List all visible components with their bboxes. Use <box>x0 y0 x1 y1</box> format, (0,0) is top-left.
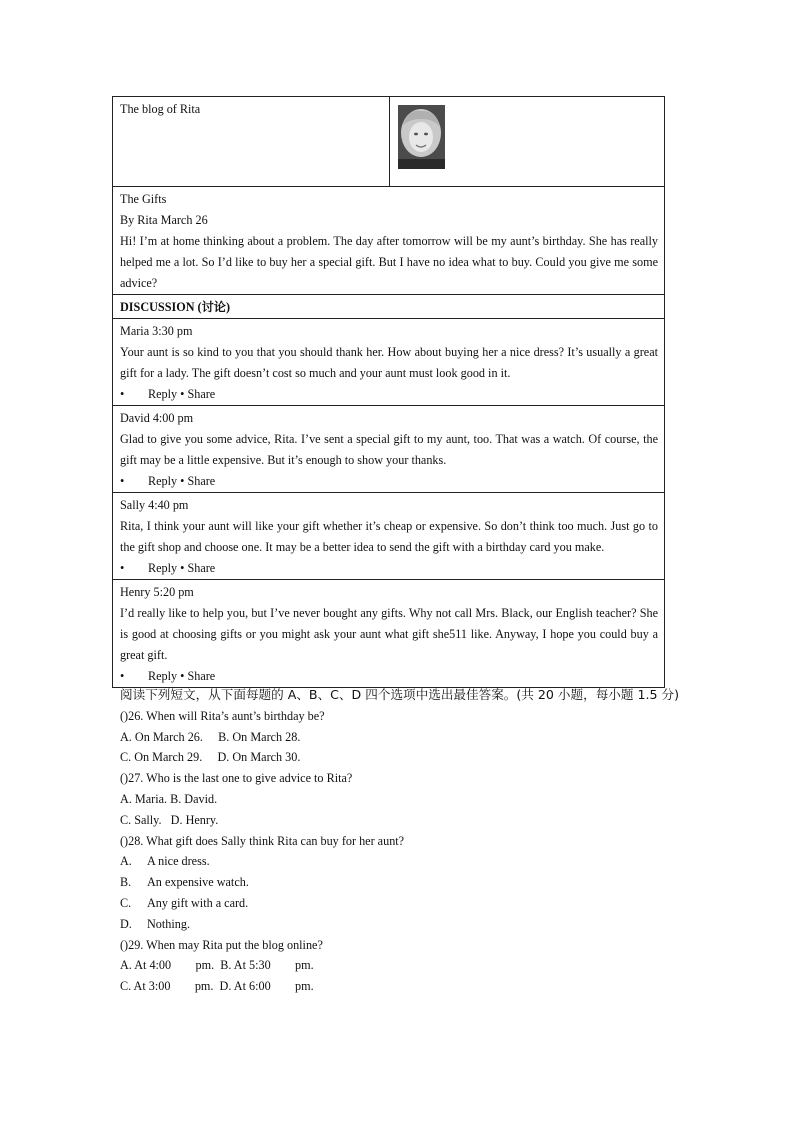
bullet: • <box>120 474 125 488</box>
option-letter: C. <box>120 895 132 910</box>
question-section <box>120 685 680 997</box>
option-line: A. On March 26. B. On March 28. <box>120 729 301 744</box>
reply-share-link[interactable]: Reply • Share <box>148 387 216 401</box>
post-byline: By Rita March 26 <box>120 213 208 227</box>
option-line <box>120 893 680 914</box>
comment-david <box>113 406 665 493</box>
blog-title-cell <box>113 97 390 187</box>
comment-text: I’d really like to help you, but I’ve never bought any gifts. Why not call Mrs. Black, our English teacher? She is good at choosing gifts or you might ask your aunt what gift she511 like. Anyway, I hope you could buy a great gift. <box>120 606 658 662</box>
comment-text: Your aunt is so kind to you that you should thank her. How about buying her a nice dress? It’s usually a great gift for a lady. The gift doesn’t cost so much and your aunt must look good in it. <box>120 345 658 380</box>
blog-photo-cell <box>390 97 665 187</box>
comment-author: Henry 5:20 pm <box>120 585 194 599</box>
comment-author: Sally 4:40 pm <box>120 498 189 512</box>
bullet: • <box>120 669 125 683</box>
comment-text: Rita, I think your aunt will like your gift whether it’s cheap or expensive. So don’t think too much. Just go to the gift shop and choose one. It may be a better idea to send the gift with a birthday card you make. <box>120 519 658 554</box>
option-letter: A. <box>120 854 132 869</box>
comment-actions <box>120 471 658 492</box>
post-cell <box>113 187 665 295</box>
option-text: An expensive watch. <box>147 875 249 890</box>
option-line <box>120 872 680 893</box>
comment-actions <box>120 666 658 687</box>
bullet: • <box>120 387 125 401</box>
comment-author: Maria 3:30 pm <box>120 324 193 338</box>
option-line <box>120 914 680 935</box>
comment-author: David 4:00 pm <box>120 411 194 425</box>
reply-share-link[interactable]: Reply • Share <box>148 669 216 683</box>
option-line <box>120 851 680 872</box>
question-stem: ()29. When may Rita put the blog online? <box>120 937 323 952</box>
comment-henry <box>113 580 665 688</box>
option-text: Any gift with a card. <box>147 895 249 910</box>
option-line: C. At 3:00 pm. D. At 6:00 pm. <box>120 979 314 994</box>
comment-actions <box>120 384 658 405</box>
comment-sally <box>113 493 665 580</box>
comment-maria <box>113 319 665 406</box>
option-text: A nice dress. <box>147 854 210 869</box>
option-line: A. At 4:00 pm. B. At 5:30 pm. <box>120 958 314 973</box>
comment-actions <box>120 558 658 579</box>
option-line: A. Maria. B. David. <box>120 791 218 806</box>
blog-title: The blog of Rita <box>120 102 201 116</box>
post-heading: The Gifts <box>120 192 167 206</box>
post-body: Hi! I’m at home thinking about a problem. The day after tomorrow will be my aunt’s birthday. She has really helped me a lot. So I’d like to buy her a special gift. But I have no idea what to buy. Could you give me some advice? <box>120 234 658 290</box>
option-letter: B. <box>120 875 132 890</box>
discussion-cell <box>113 295 665 319</box>
rita-photo <box>398 105 445 169</box>
bullet: • <box>120 561 125 575</box>
blog-table <box>112 96 665 688</box>
option-letter: D. <box>120 916 132 931</box>
option-line: C. Sally. D. Henry. <box>120 812 219 827</box>
discussion-label: DISCUSSION (讨论) <box>120 300 231 314</box>
option-line: C. On March 29. D. On March 30. <box>120 750 301 765</box>
question-stem: ()28. What gift does Sally think Rita can buy for her aunt? <box>120 833 405 848</box>
question-stem: ()27. Who is the last one to give advice to Rita? <box>120 771 353 786</box>
reply-share-link[interactable]: Reply • Share <box>148 561 216 575</box>
reply-share-link[interactable]: Reply • Share <box>148 474 216 488</box>
comment-text: Glad to give you some advice, Rita. I’ve sent a special gift to my aunt, too. That was a watch. Of course, the gift may be a little expensive. But it’s enough to show your thanks. <box>120 432 658 467</box>
instructions: 阅读下列短文，从下面每题的 A、B、C、D 四个选项中选出最佳答案。(共 20 小题，每小题 1.5 分) <box>120 687 680 702</box>
option-text: Nothing. <box>147 916 190 931</box>
question-stem: ()26. When will Rita’s aunt’s birthday be? <box>120 708 325 723</box>
